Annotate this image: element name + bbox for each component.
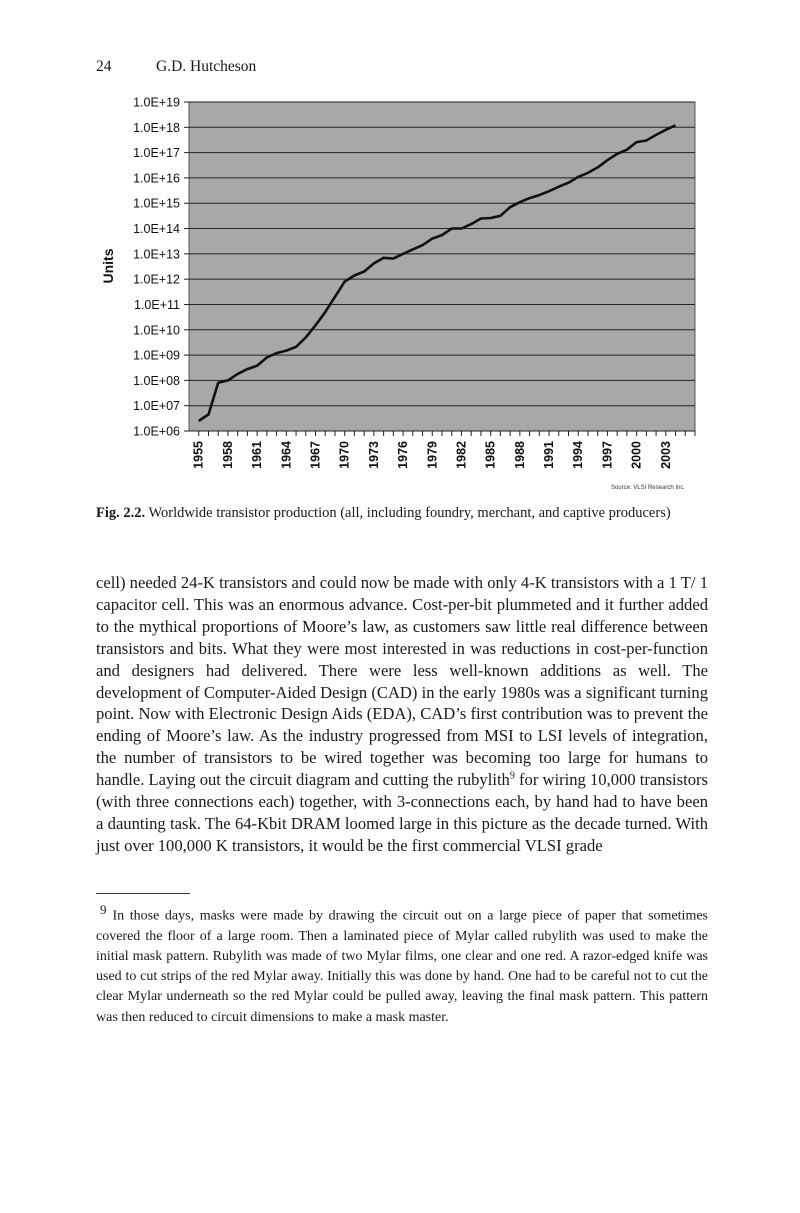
plot-area: [189, 102, 695, 431]
x-tick-label: 1973: [366, 441, 381, 469]
y-tick-label: 1.0E+18: [133, 120, 180, 135]
y-tick-label: 1.0E+06: [133, 424, 180, 439]
figure-caption-text: Worldwide transistor production (all, including foundry, merchant, and captive producers): [145, 505, 671, 521]
y-tick-label: 1.0E+07: [133, 399, 180, 414]
y-tick-label: 1.0E+13: [133, 247, 180, 262]
x-tick-label: 1985: [483, 441, 498, 469]
x-tick-label: 1994: [571, 441, 586, 469]
x-axis-ticks: [192, 431, 695, 469]
x-tick-label: 1955: [191, 441, 206, 469]
x-tick-label: 1982: [454, 441, 469, 469]
x-tick-label: 1988: [512, 441, 527, 469]
x-tick-label: 1961: [250, 441, 265, 469]
y-tick-label: 1.0E+12: [133, 272, 180, 287]
body-text-part-2: for wiring 10,000 transistors (with three connections each) together, with 3-connections each, by hand had to have been a daunting task. The 64-Kbit DRAM loomed large in this picture as the decade turned. With just over 100,000 K transistors, it would be the first commercial VLSI grade: [96, 770, 708, 855]
y-tick-label: 1.0E+15: [133, 196, 180, 211]
running-head: [96, 58, 256, 76]
y-tick-label: 1.0E+09: [133, 348, 180, 363]
figure-caption-label: Fig. 2.2.: [96, 505, 146, 521]
x-tick-label: 1991: [542, 441, 557, 469]
x-tick-label: 1967: [308, 441, 323, 469]
x-tick-label: 1964: [279, 441, 294, 469]
footnote: [96, 900, 708, 1028]
y-tick-label: 1.0E+14: [133, 222, 180, 237]
transistor-production-chart: [95, 90, 710, 495]
page-number: 24: [96, 58, 112, 75]
figure-2-2: [95, 90, 710, 495]
x-tick-label: 1970: [337, 441, 352, 469]
body-text-part-1: cell) needed 24-K transistors and could now be made with only 4-K transistors with a 1 T/ 1 capacitor cell. This was an enormous advance. Cost-per-bit plummeted and it further added to the mythical proportions of Moore’s law, as customers saw little real difference between transistors and bits. What they were most interested in was reductions in cost-per-function and designers had delivered. There were less well-known additions as well. The development of Computer-Aided Design (CAD) in the early 1980s was a significant turning point. Now with Electronic Design Aids (EDA), CAD’s first contribution was to prevent the ending of Moore’s law. As the industry progressed from MSI to LSI levels of integration, the number of transistors to be wired together was becoming too large for humans to handle. Laying out the circuit diagram and cutting the rubylith: [96, 573, 708, 790]
footnote-text: In those days, masks were made by drawing the circuit out on a large piece of paper that sometimes covered the floor of a large room. Then a laminated piece of Mylar called rubylith was used to make the initial mask pattern. Rubylith was made of two Mylar films, one clear and one red. A razor-edged knife was used to cut strips of the red Mylar away. Initially this was done by hand. One had to be careful not to cut the clear Mylar underneath so the red Mylar could be pulled away, leaving the final mask pattern. This pattern was then reduced to circuit dimensions to make a mask master.: [96, 908, 708, 1025]
figure-caption: [96, 503, 708, 524]
x-tick-label: 1997: [600, 441, 615, 469]
y-tick-label: 1.0E+11: [134, 297, 180, 312]
x-tick-label: 1976: [396, 441, 411, 469]
x-tick-label: 1958: [220, 441, 235, 469]
y-tick-label: 1.0E+16: [133, 171, 180, 186]
x-tick-label: 1979: [425, 441, 440, 469]
x-tick-label: 2003: [658, 441, 673, 469]
footnote-rule: [96, 893, 190, 894]
y-tick-label: 1.0E+17: [133, 146, 180, 161]
footnote-number: 9: [100, 902, 107, 917]
chart-source-note: Source: VLSI Research Inc.: [610, 485, 685, 491]
y-tick-label: 1.0E+10: [133, 323, 180, 338]
body-paragraph: [96, 572, 708, 857]
y-axis-ticks: [133, 96, 189, 439]
y-tick-label: 1.0E+19: [133, 95, 180, 110]
x-tick-label: 2000: [629, 441, 644, 469]
y-axis-label: Units: [100, 248, 116, 284]
footnote-ref: 9: [509, 770, 515, 782]
y-tick-label: 1.0E+08: [133, 373, 180, 388]
running-head-author: G.D. Hutcheson: [156, 58, 257, 75]
